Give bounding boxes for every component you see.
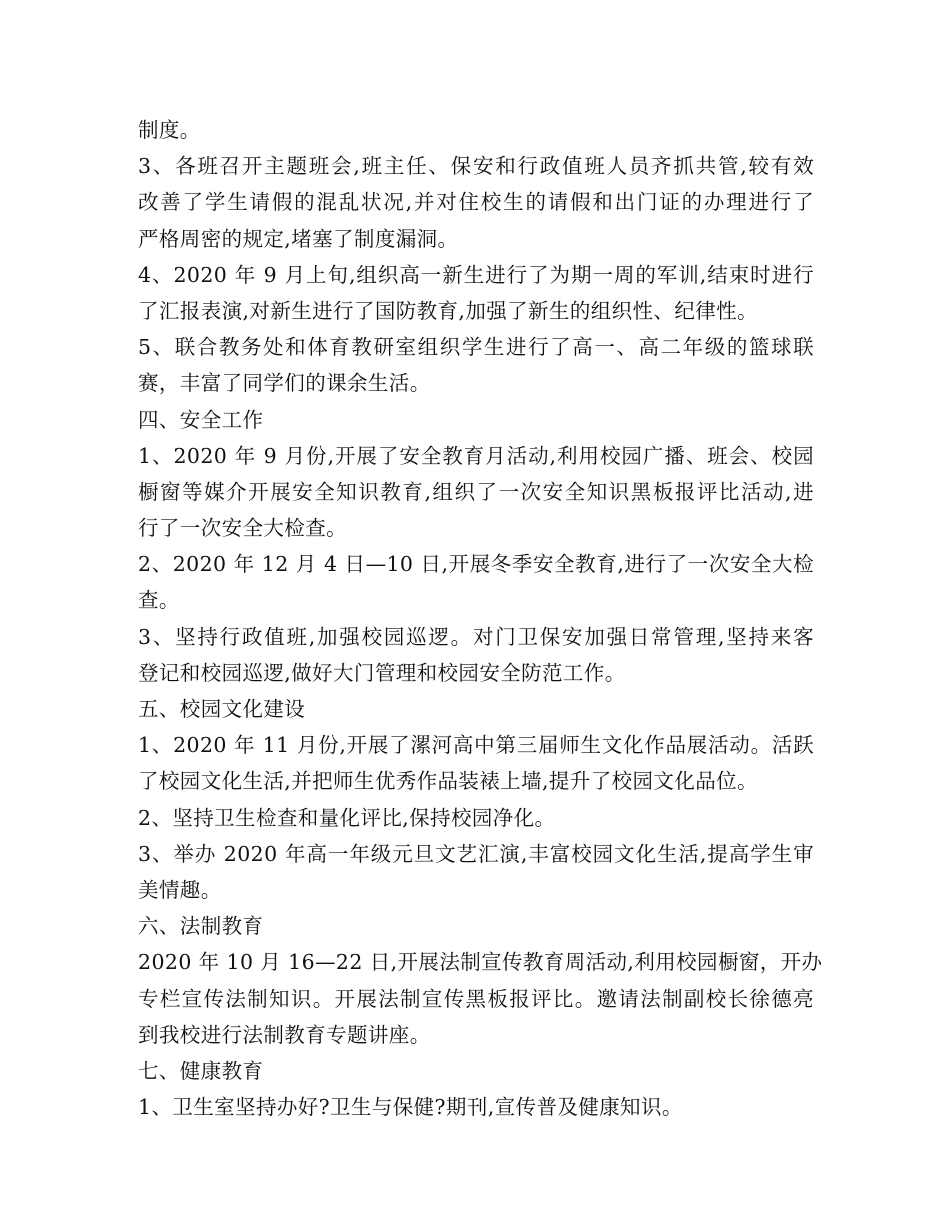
text-line: 七、健康教育 xyxy=(138,1058,264,1083)
text-line: 3、各班召开主题班会,班主任、保安和行政值班人员齐抓共管,较有效 xyxy=(138,154,814,179)
text-line: 登记和校园巡逻,做好大门管理和校园安全防范工作。 xyxy=(138,660,626,685)
text-line: 到我校进行法制教育专题讲座。 xyxy=(138,1022,431,1047)
document-page xyxy=(138,112,823,1125)
text-line: 2、坚持卫生检查和量化评比,保持校园净化。 xyxy=(138,805,556,830)
text-line: 了校园文化生活,并把师生优秀作品装裱上墙,提升了校园文化品位。 xyxy=(138,769,758,794)
text-line: 3、举办 2020 年高一年级元旦文艺汇演,丰富校园文化生活,提高学生审 xyxy=(138,841,814,866)
text-line: 1、2020 年 11 月份,开展了漯河高中第三届师生文化作品展活动。活跃 xyxy=(138,733,814,758)
text-line: 四、安全工作 xyxy=(138,407,264,432)
text-line: 1、2020 年 9 月份,开展了安全教育月活动,利用校园广播、班会、校园 xyxy=(138,443,814,468)
text-line: 3、坚持行政值班,加强校园巡逻。对门卫保安加强日常管理,坚持来客 xyxy=(138,624,814,649)
text-line: 六、法制教育 xyxy=(138,914,264,939)
text-line: 查。 xyxy=(138,588,180,613)
text-line: 1、卫生室坚持办好?卫生与保健?期刊,宣传普及健康知识。 xyxy=(138,1095,683,1120)
text-line: 赛，丰富了同学们的课余生活。 xyxy=(138,371,431,396)
text-line: 橱窗等媒介开展安全知识教育,组织了一次安全知识黑板报评比活动,进 xyxy=(138,479,814,504)
text-line: 4、2020 年 9 月上旬,组织高一新生进行了为期一周的军训,结束时进行 xyxy=(138,262,814,287)
text-line: 改善了学生请假的混乱状况,并对住校生的请假和出门证的办理进行了 xyxy=(138,190,814,215)
text-line: 2020 年 10 月 16—22 日,开展法制宣传教育周活动,利用校园橱窗，开办 xyxy=(138,950,823,975)
text-line: 美情趣。 xyxy=(138,877,222,902)
text-line: 5、联合教务处和体育教研室组织学生进行了高一、高二年级的篮球联 xyxy=(138,335,814,360)
text-line: 严格周密的规定,堵塞了制度漏洞。 xyxy=(138,226,459,251)
text-line: 五、校园文化建设 xyxy=(138,697,306,721)
text-line: 行了一次安全大检查。 xyxy=(138,516,347,541)
text-line: 制度。 xyxy=(138,118,201,142)
text-line: 了汇报表演,对新生进行了国防教育,加强了新生的组织性、纪律性。 xyxy=(138,298,758,323)
text-line: 2、2020 年 12 月 4 日—10 日,开展冬季安全教育,进行了一次安全大检 xyxy=(138,552,814,577)
text-line: 专栏宣传法制知识。开展法制宣传黑板报评比。邀请法制副校长徐德亮 xyxy=(138,986,814,1011)
